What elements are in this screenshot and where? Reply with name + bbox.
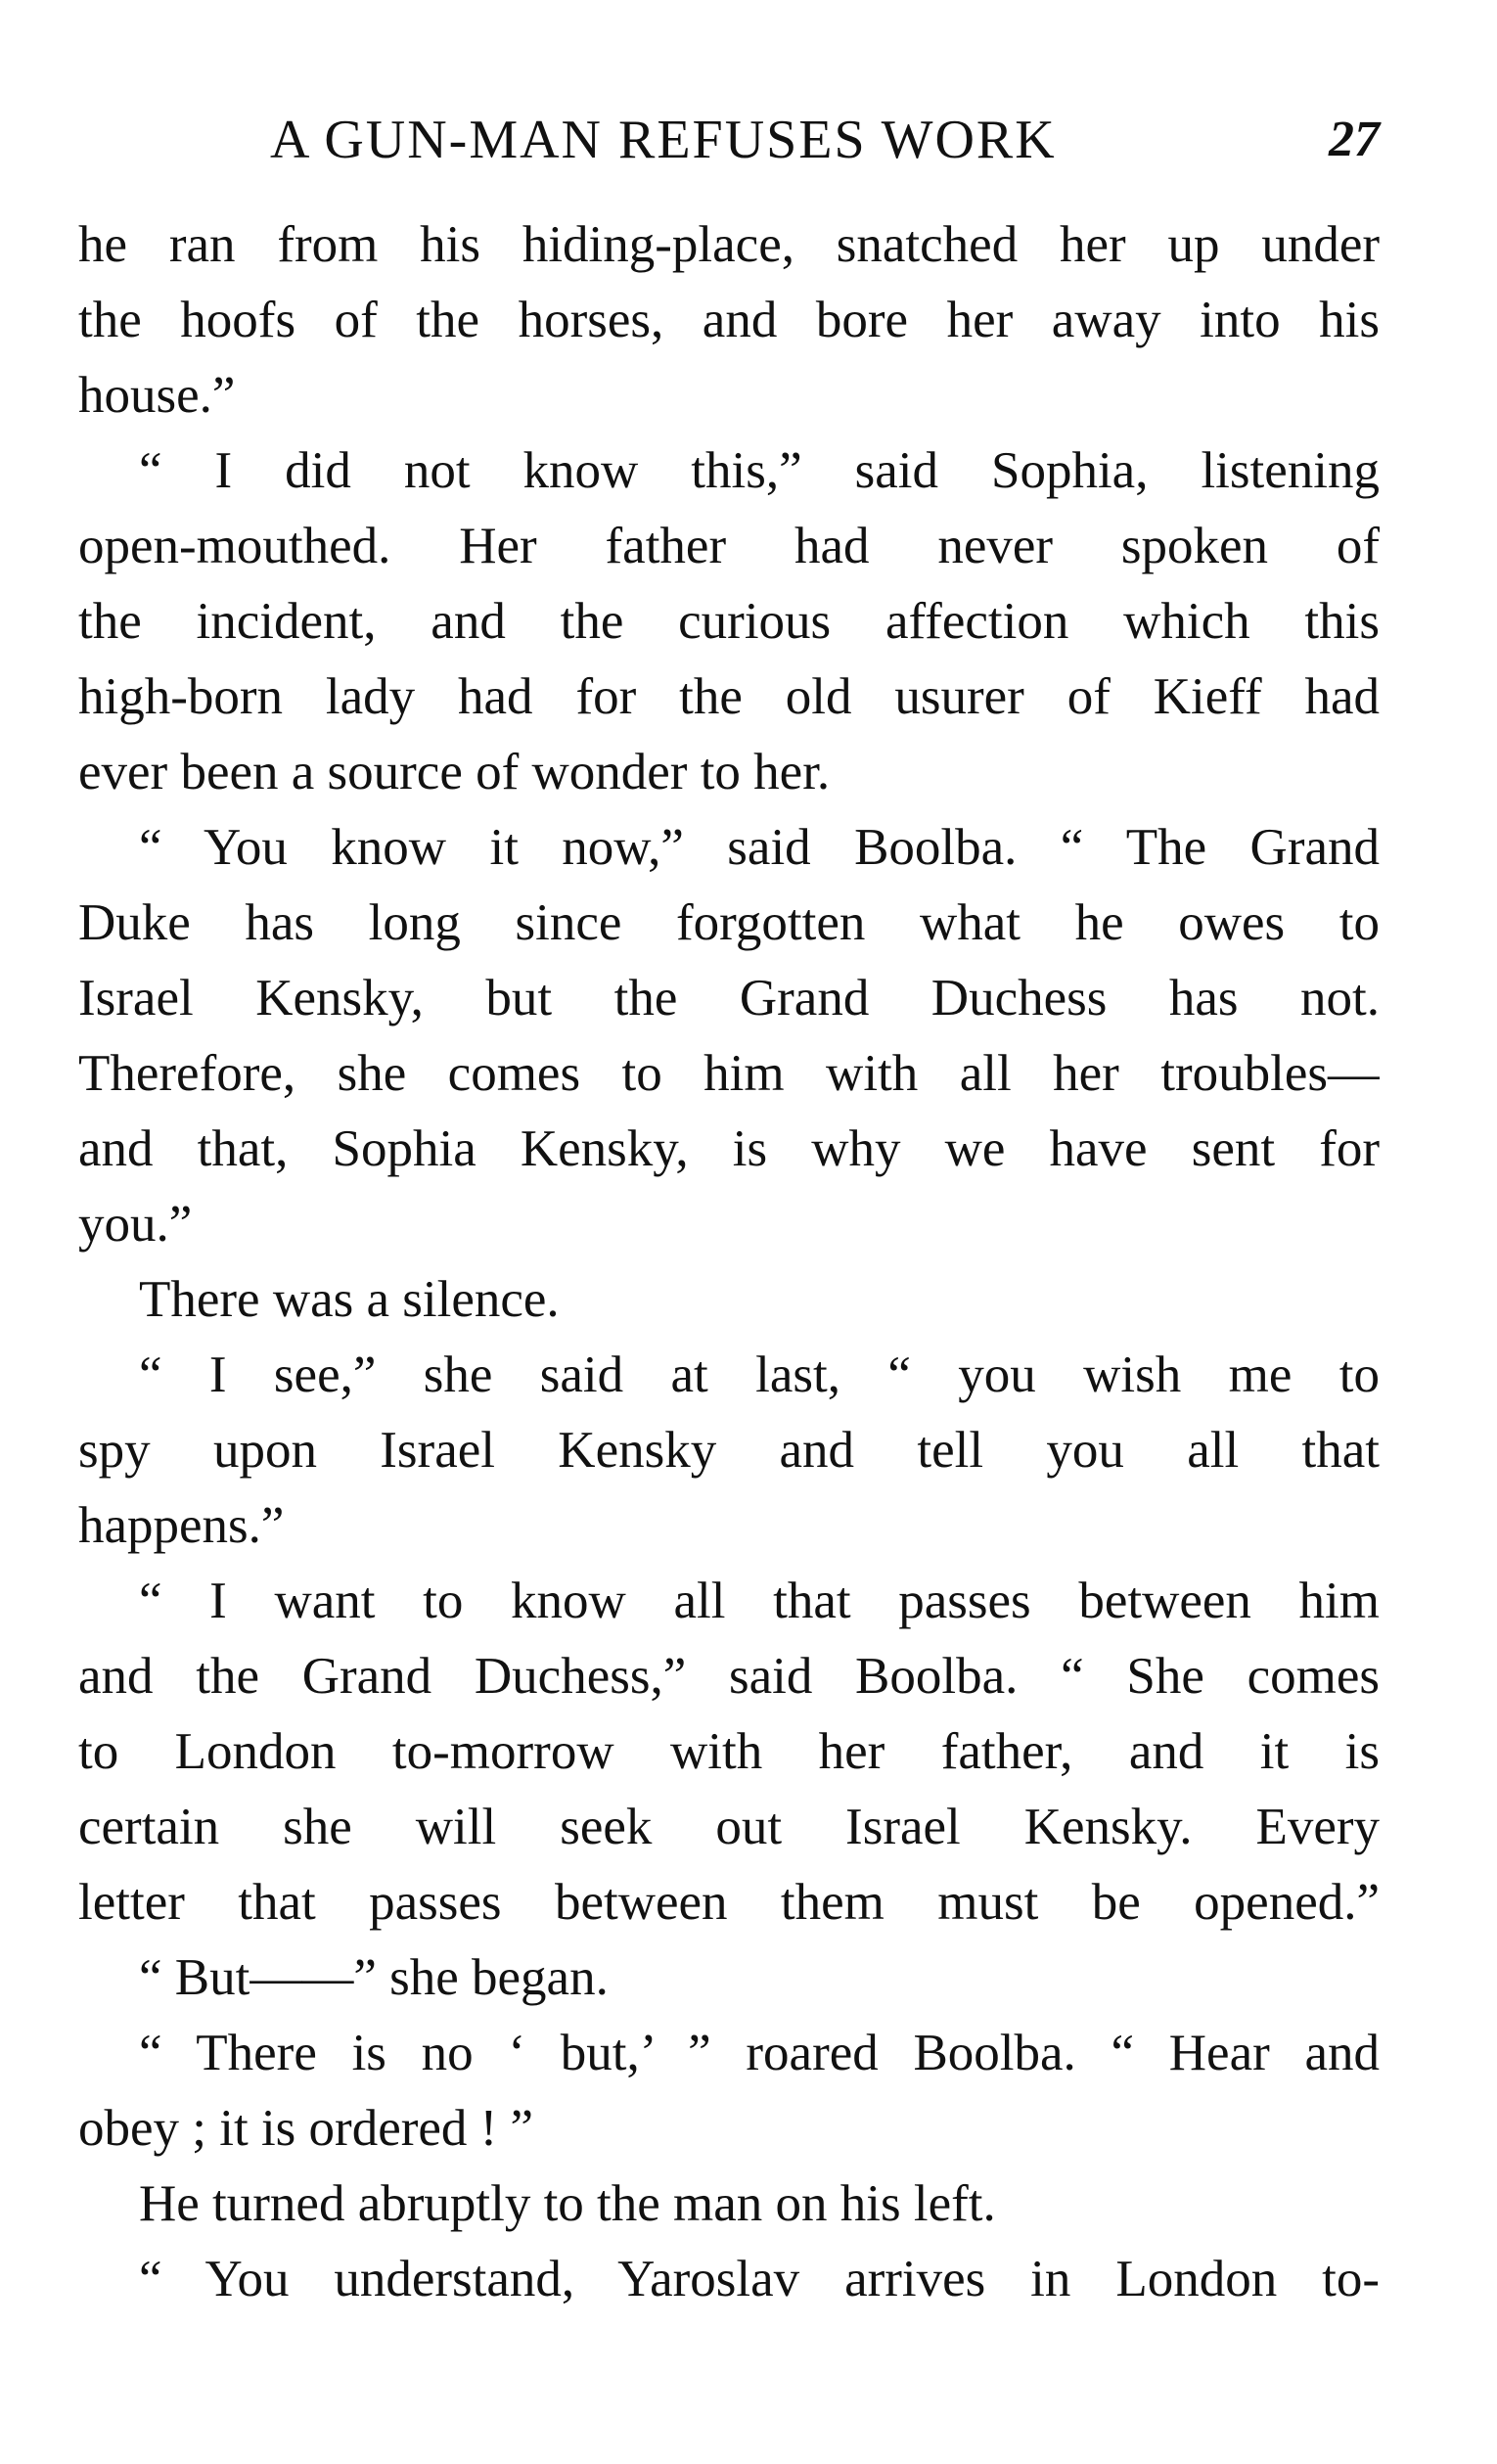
text-line: and the Grand Duchess,” said Boolba. “ She comes [78, 1648, 1380, 1705]
text-line: There was a silence. [139, 1271, 560, 1328]
text-line: high-born lady had for the old usurer of Kieff had [78, 668, 1380, 725]
text-line: Therefore, she comes to him with all her troubles— [78, 1045, 1380, 1102]
text-line: Israel Kensky, but the Grand Duchess has not. [78, 970, 1380, 1027]
text-line: “ I want to know all that passes between him [139, 1573, 1380, 1629]
text-line: to London to-morrow with her father, and it is [78, 1723, 1380, 1780]
text-line: “ But——” she began. [139, 1949, 609, 2006]
running-head [78, 106, 1380, 174]
text-line: “ I see,” she said at last, “ you wish me to [139, 1346, 1380, 1403]
text-line: certain she will seek out Israel Kensky. Every [78, 1799, 1380, 1855]
text-line: Duke has long since forgotten what he owes to [78, 894, 1380, 951]
text-line: open-mouthed. Her father had never spoken of [78, 518, 1380, 574]
text-line: “ You know it now,” said Boolba. “ The Grand [139, 819, 1380, 876]
text-line: house.” [78, 367, 236, 424]
text-line: happens.” [78, 1497, 285, 1554]
page-number: 27 [1329, 112, 1380, 167]
running-title: A GUN-MAN REFUSES WORK [270, 110, 1057, 170]
text-line: spy upon Israel Kensky and tell you all that [78, 1422, 1380, 1479]
text-line: ever been a source of wonder to her. [78, 744, 831, 800]
text-line: “ You understand, Yaroslav arrives in London to- [139, 2251, 1380, 2307]
text-line: you.” [78, 1196, 193, 1253]
text-line: the incident, and the curious affection which this [78, 593, 1380, 650]
body-text [78, 207, 1380, 2317]
text-line: obey ; it is ordered ! ” [78, 2100, 534, 2157]
text-line: He turned abruptly to the man on his left. [139, 2175, 996, 2232]
text-line: “ I did not know this,” said Sophia, listening [139, 442, 1380, 499]
text-line: “ There is no ‘ but,’ ” roared Boolba. “ Hear and [139, 2025, 1380, 2081]
text-line: letter that passes between them must be opened.” [78, 1874, 1380, 1931]
text-line: he ran from his hiding-place, snatched her up under [78, 216, 1380, 273]
text-line: the hoofs of the horses, and bore her away into his [78, 292, 1380, 348]
text-line: and that, Sophia Kensky, is why we have sent for [78, 1120, 1380, 1177]
